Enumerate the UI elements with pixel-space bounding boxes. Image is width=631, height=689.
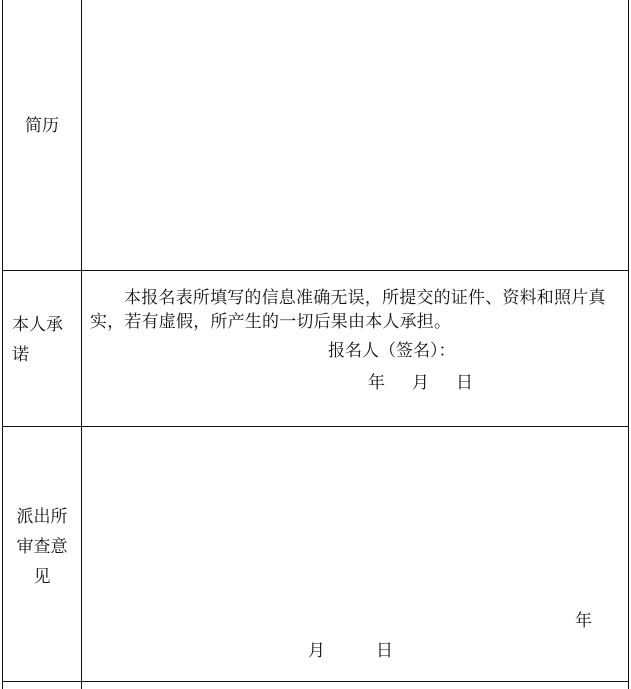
commitment-date-year: 年 [368,373,385,393]
table-column-divider [81,0,82,689]
police-date-year: 年 [575,611,592,631]
police-review-label: 派出所审查意见 [16,507,68,587]
resume-label: 简历 [25,116,59,136]
police-date-month: 月 [308,641,325,661]
row-divider-resume [2,270,629,271]
commitment-statement: 本报名表所填写的信息准确无误，所提交的证件、资料和照片真实，若有虚假，所产生的一切后果由本人承担。 [90,288,606,332]
row-divider-police [2,681,629,682]
commitment-date-month: 月 [412,373,429,393]
commitment-label: 本人承诺 [12,315,63,365]
row-divider-commitment [2,426,629,427]
signer-label: 报名人（签名）： [328,341,456,361]
table-right-border [628,0,629,689]
commitment-date-day: 日 [456,373,473,393]
police-date-day: 日 [376,641,393,661]
table-left-border [2,0,3,689]
